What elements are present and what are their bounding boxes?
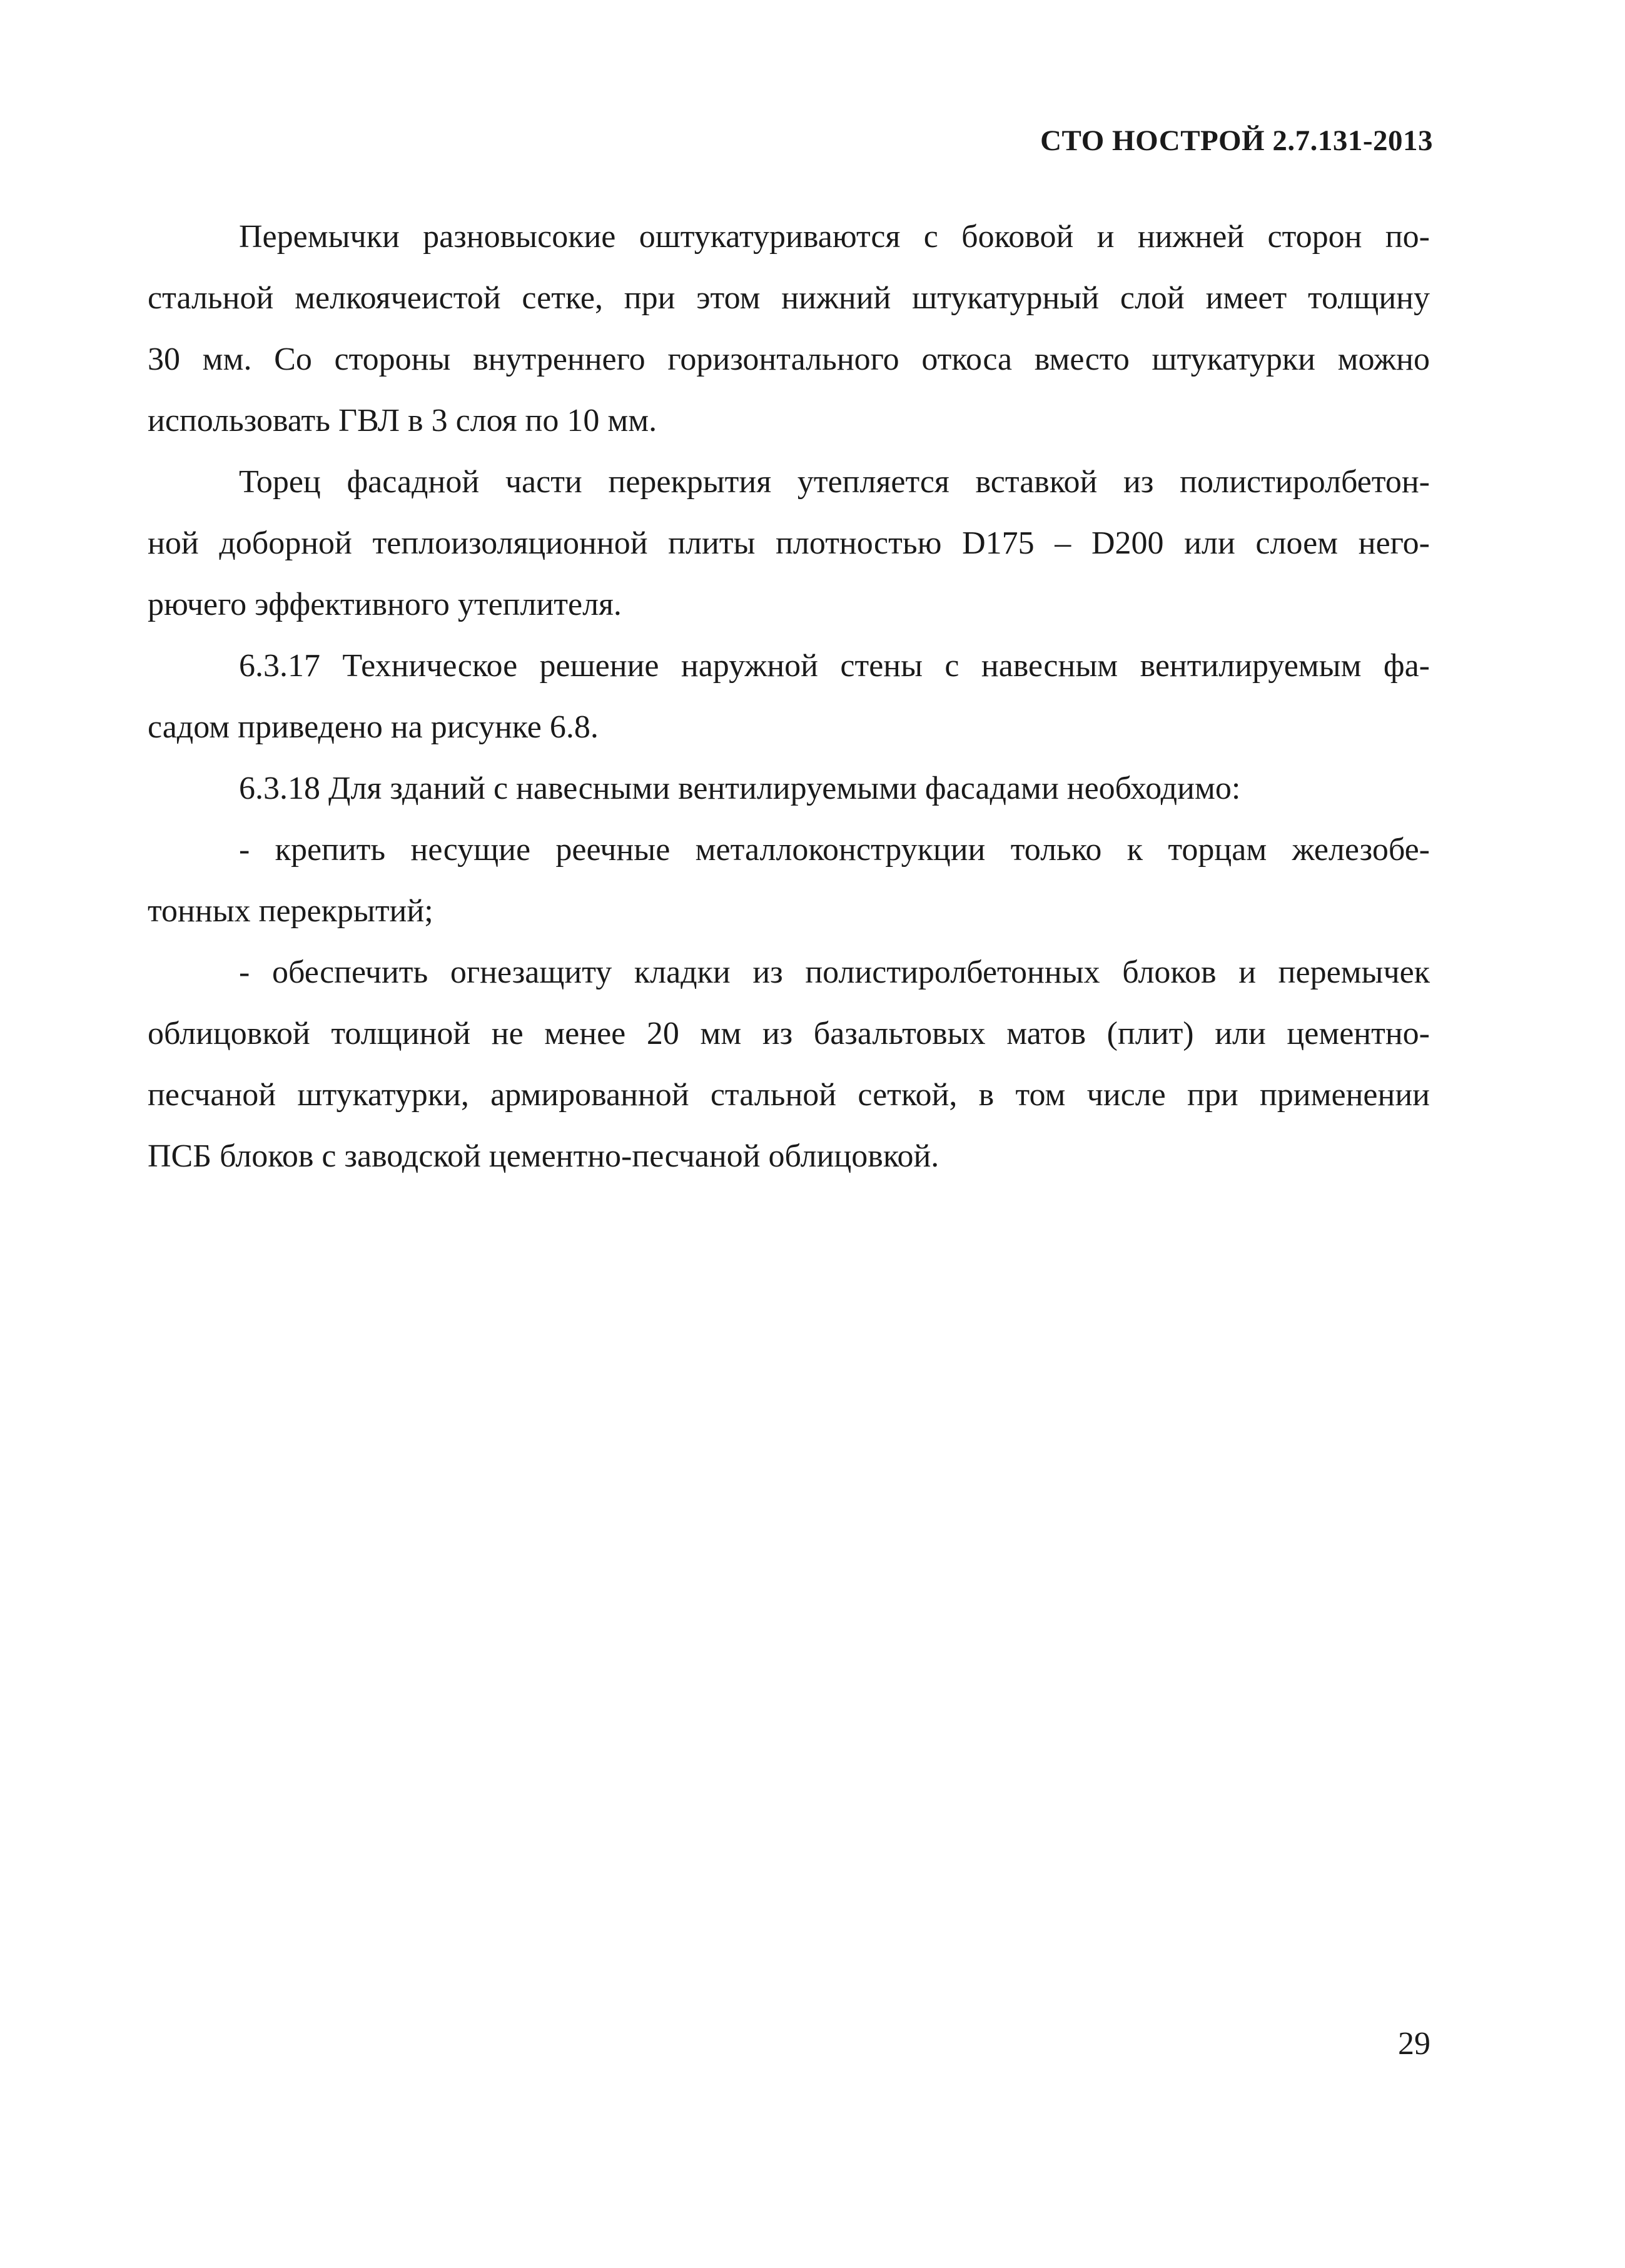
page-number: 29 [1398, 2026, 1430, 2062]
paragraph-6-3-17 [148, 635, 1430, 758]
text-line: рючего эффективного утеплителя. [148, 587, 622, 622]
paragraph-lintel-plastering [148, 206, 1430, 452]
paragraph-6-3-18 [148, 758, 1430, 819]
list-item-fire-protection [148, 942, 1430, 1187]
text-line: 6.3.18 Для зданий с навесными вентилируемыми фасадами необходимо: [239, 771, 1241, 806]
list-item-fastening [148, 819, 1430, 942]
text-line: стальной мелкоячеистой сетке, при этом нижний штукатурный слой имеет толщину [148, 280, 1430, 316]
text-line: ПСБ блоков с заводской цементно-песчаной облицовкой. [148, 1138, 939, 1174]
text-line: облицовкой толщиной не менее 20 мм из базальтовых матов (плит) или цементно- [148, 1016, 1430, 1051]
text-line: Перемычки разновысокие оштукатуриваются с боковой и нижней сторон по- [239, 219, 1430, 255]
text-line: 6.3.17 Техническое решение наружной стены с навесным вентилируемым фа- [239, 648, 1430, 684]
text-line: Торец фасадной части перекрытия утепляется вставкой из полистиролбетон- [239, 464, 1430, 500]
page-body [148, 206, 1430, 1187]
paragraph-slab-end-insulation [148, 452, 1430, 635]
text-line: 30 мм. Со стороны внутреннего горизонтального откоса вместо штукатурки можно [148, 342, 1430, 377]
text-line: - обеспечить огнезащиту кладки из полистиролбетонных блоков и перемычек [239, 954, 1430, 990]
text-line: - крепить несущие реечные металлоконструкции только к торцам железобе- [239, 832, 1430, 868]
text-line: садом приведено на рисунке 6.8. [148, 709, 599, 745]
text-line: тонных перекрытий; [148, 893, 433, 929]
text-line: песчаной штукатурки, армированной стальной сеткой, в том числе при применении [148, 1077, 1430, 1113]
text-line: использовать ГВЛ в 3 слоя по 10 мм. [148, 403, 657, 438]
document-code-header: СТО НОСТРОЙ 2.7.131-2013 [1040, 124, 1433, 157]
text-line: ной доборной теплоизоляционной плиты плотностью D175 – D200 или слоем него- [148, 525, 1430, 561]
